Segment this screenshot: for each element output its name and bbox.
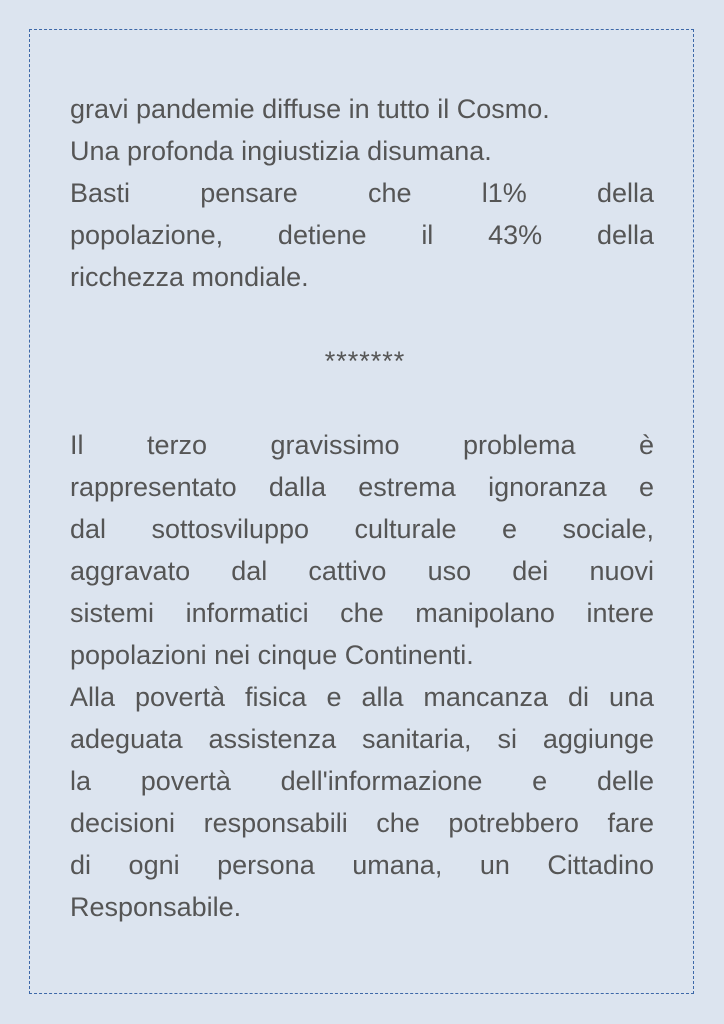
text-line: Responsabile. xyxy=(70,892,242,922)
text-line: popolazione, detiene il 43% della xyxy=(70,220,654,250)
text-line: Alla povertà fisica e alla mancanza di una xyxy=(70,682,654,712)
spacer xyxy=(70,298,654,340)
text-line: di ogni persona umana, un Cittadino xyxy=(70,850,654,880)
text-line: ricchezza mondiale. xyxy=(70,262,309,292)
text-line: Basti pensare che l1% della xyxy=(70,178,654,208)
text-line: la povertà dell'informazione e delle xyxy=(70,766,654,796)
spacer xyxy=(70,382,654,424)
page-body xyxy=(70,88,654,928)
text-line: dal sottosviluppo culturale e sociale, xyxy=(70,514,654,544)
text-line: Il terzo gravissimo problema è xyxy=(70,430,654,460)
text-line: sistemi informatici che manipolano intere xyxy=(70,598,654,628)
text-line: popolazioni nei cinque Continenti. xyxy=(70,640,474,670)
section-separator: ******* xyxy=(324,346,406,376)
text-line: gravi pandemie diffuse in tutto il Cosmo. xyxy=(70,94,550,124)
text-line: decisioni responsabili che potrebbero fare xyxy=(70,808,654,838)
text-line: rappresentato dalla estrema ignoranza e xyxy=(70,472,654,502)
text-line: adeguata assistenza sanitaria, si aggiunge xyxy=(70,724,654,754)
text-line: Una profonda ingiustizia disumana. xyxy=(70,136,492,166)
text-line: aggravato dal cattivo uso dei nuovi xyxy=(70,556,654,586)
